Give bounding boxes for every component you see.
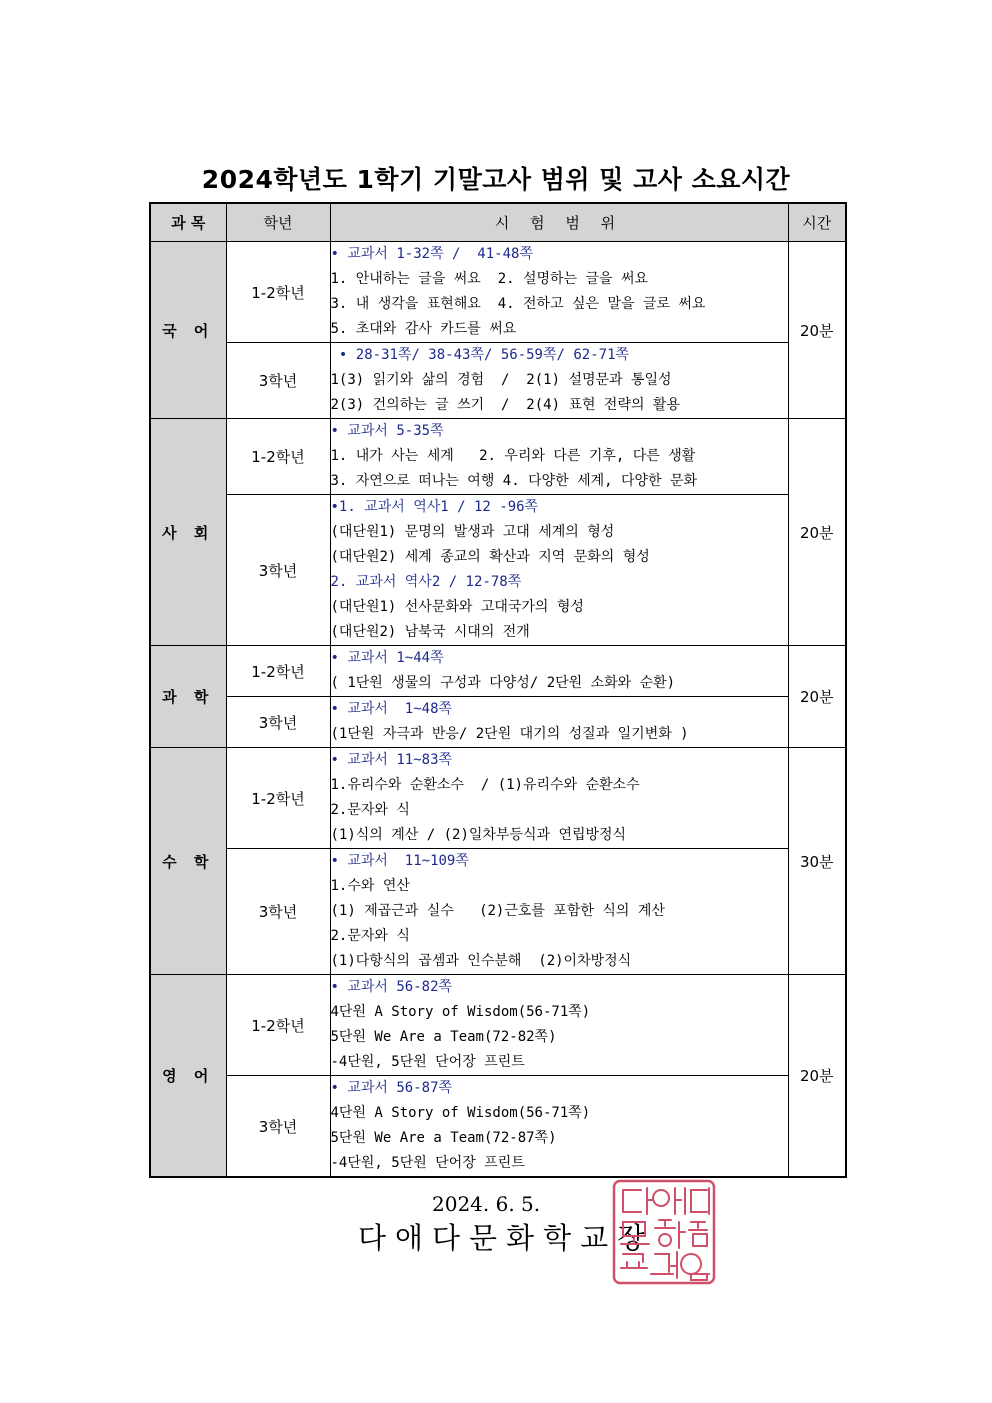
- range-line: (1)식의 계산 / (2)일차부등식과 연립방정식: [330, 827, 627, 843]
- exam-range-cell: [330, 495, 788, 646]
- range-line: • 28-31쪽/ 38-43쪽/ 56-59쪽/ 62-71쪽: [330, 347, 630, 363]
- exam-range-cell: [330, 242, 788, 343]
- exam-range-cell: [330, 748, 788, 849]
- grade-cell: 3학년: [226, 1076, 330, 1178]
- range-line: (1) 제곱근과 실수 (2)근호를 포함한 식의 계산: [330, 903, 665, 919]
- range-line: 5단원 We Are a Team(72-87쪽): [330, 1130, 557, 1146]
- header-time: 시간: [788, 203, 846, 242]
- official-seal: [611, 1178, 717, 1286]
- duration-cell: 20분: [788, 975, 846, 1178]
- range-line: 1. 내가 사는 세계 2. 우리와 다른 기후, 다른 생활: [330, 448, 696, 464]
- range-line: 1.수와 연산: [330, 878, 410, 894]
- range-line: -4단원, 5단원 단어장 프린트: [330, 1155, 525, 1171]
- duration-cell: 20분: [788, 419, 846, 646]
- table-row: [150, 343, 846, 419]
- exam-range-cell: [330, 849, 788, 975]
- header-subject: 과 목: [150, 203, 226, 242]
- range-line: 2. 교과서 역사2 / 12-78쪽: [330, 574, 522, 590]
- range-line: (대단원2) 세계 종교의 확산과 지역 문화의 형성: [330, 549, 650, 565]
- document-title: 2024학년도 1학기 기말고사 범위 및 고사 소요시간: [201, 165, 791, 194]
- range-line: 2.문자와 식: [330, 928, 410, 944]
- range-line: • 교과서 5-35쪽: [330, 423, 444, 439]
- table-row: [150, 849, 846, 975]
- grade-cell: 3학년: [226, 495, 330, 646]
- range-line: 1. 안내하는 글을 써요 2. 설명하는 글을 써요: [330, 271, 649, 287]
- range-line: 1(3) 읽기와 삶의 경험 / 2(1) 설명문과 통일성: [330, 372, 672, 388]
- range-line: (대단원1) 선사문화와 고대국가의 형성: [330, 599, 584, 615]
- grade-cell: 1-2학년: [226, 975, 330, 1076]
- range-line: • 교과서 56-87쪽: [330, 1080, 453, 1096]
- grade-cell: 3학년: [226, 343, 330, 419]
- table-row: [150, 495, 846, 646]
- subject-cell: 수 학: [150, 748, 226, 975]
- duration-cell: 20분: [788, 242, 846, 419]
- range-line: 2.문자와 식: [330, 802, 410, 818]
- exam-schedule-table: [149, 202, 847, 1178]
- range-line: (대단원1) 문명의 발생과 고대 세계의 형성: [330, 524, 615, 540]
- range-line: 5단원 We Are a Team(72-82쪽): [330, 1029, 557, 1045]
- grade-cell: 3학년: [226, 849, 330, 975]
- subject-cell: 과 학: [150, 646, 226, 748]
- issue-date: 2024. 6. 5.: [432, 1192, 541, 1216]
- table-row: [150, 1076, 846, 1178]
- table-row: [150, 748, 846, 849]
- table-row: [150, 419, 846, 495]
- duration-cell: 20분: [788, 646, 846, 748]
- exam-range-cell: [330, 697, 788, 748]
- grade-cell: 1-2학년: [226, 748, 330, 849]
- table-row: [150, 697, 846, 748]
- range-line: ( 1단원 생물의 구성과 다양성/ 2단원 소화와 순환): [330, 675, 676, 691]
- range-line: -4단원, 5단원 단어장 프린트: [330, 1054, 525, 1070]
- range-line: • 교과서 1-32쪽 / 41-48쪽: [330, 246, 533, 262]
- header-row: [150, 203, 846, 242]
- range-line: • 교과서 11~109쪽: [330, 853, 469, 869]
- range-line: • 교과서 11~83쪽: [330, 752, 453, 768]
- range-line: (1)다항식의 곱셈과 인수분해 (2)이차방정식: [330, 953, 632, 969]
- grade-cell: 1-2학년: [226, 646, 330, 697]
- range-line: 1.유리수와 순환소수 / (1)유리수와 순환소수: [330, 777, 640, 793]
- range-line: •1. 교과서 역사1 / 12 -96쪽: [330, 499, 539, 515]
- exam-range-cell: [330, 419, 788, 495]
- range-line: • 교과서 56-82쪽: [330, 979, 453, 995]
- table-body: [150, 242, 846, 1178]
- subject-cell: 사 회: [150, 419, 226, 646]
- table-row: [150, 975, 846, 1076]
- exam-range-cell: [330, 1076, 788, 1178]
- range-line: 2(3) 건의하는 글 쓰기 / 2(4) 표현 전략의 활용: [330, 397, 680, 413]
- exam-range-cell: [330, 646, 788, 697]
- range-line: • 교과서 1~44쪽: [330, 650, 444, 666]
- duration-cell: 30분: [788, 748, 846, 975]
- grade-cell: 1-2학년: [226, 242, 330, 343]
- range-line: 3. 내 생각을 표현해요 4. 전하고 싶은 말을 글로 써요: [330, 296, 706, 312]
- range-line: 4단원 A Story of Wisdom(56-71쪽): [330, 1105, 591, 1121]
- table-row: [150, 242, 846, 343]
- grade-cell: 3학년: [226, 697, 330, 748]
- subject-cell: 영 어: [150, 975, 226, 1178]
- subject-cell: 국 어: [150, 242, 226, 419]
- exam-range-cell: [330, 343, 788, 419]
- table-row: [150, 646, 846, 697]
- exam-range-cell: [330, 975, 788, 1076]
- range-line: 5. 초대와 감사 카드를 써요: [330, 321, 517, 337]
- range-line: • 교과서 1~48쪽: [330, 701, 453, 717]
- range-line: (대단원2) 남북국 시대의 전개: [330, 624, 530, 640]
- range-line: (1단원 자극과 반응/ 2단원 대기의 성질과 일기변화 ): [330, 726, 689, 742]
- principal-signature: 다애다문화학교장: [358, 1221, 655, 1255]
- grade-cell: 1-2학년: [226, 419, 330, 495]
- header-grade: 학년: [226, 203, 330, 242]
- range-line: 3. 자연으로 떠나는 여행 4. 다양한 세계, 다양한 문화: [330, 473, 698, 489]
- range-line: 4단원 A Story of Wisdom(56-71쪽): [330, 1004, 591, 1020]
- header-range: 시 험 범 위: [330, 203, 788, 242]
